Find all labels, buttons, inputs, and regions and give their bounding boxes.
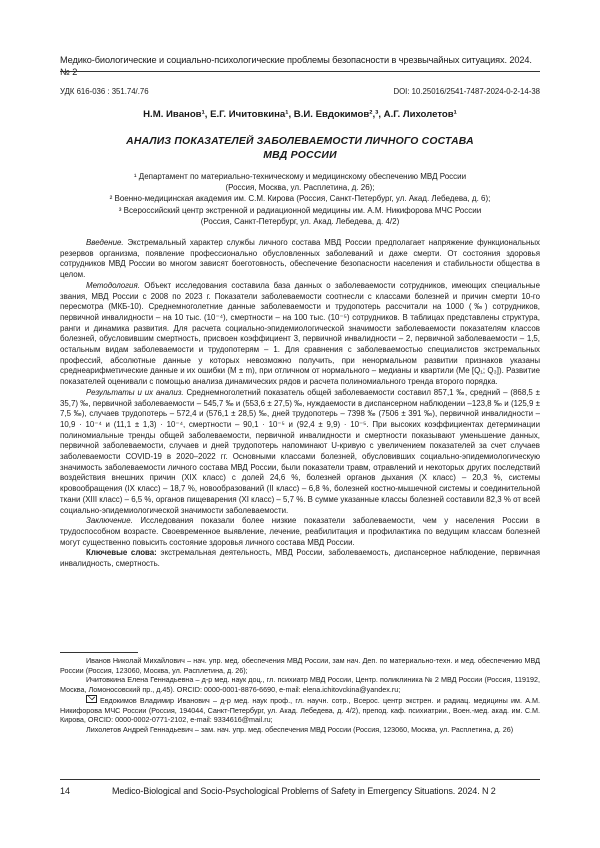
abstract-conclusion xyxy=(60,516,540,548)
affiliation-1: ¹ Департамент по материально-техническому и медицинскому обеспечению МВД России xyxy=(133,172,467,181)
introduction-label: Введение. xyxy=(86,238,124,247)
author-note-evdokimov-text: Евдокимов Владимир Иванович – д-р мед. наук проф., гл. научн. сотр., Всерос. центр экстрен. и радиац. медицины им. А.М. Никифорова МЧС России (Россия, 194044, Санкт-Петербург, ул. Акад. Лебедева, д. 4/2), препод. каф. психиатрии., Воен.-мед. акад. им. С.М. Кирова, ORCID: 0000-0002-0771-2102, e-mail: 9334616@mail.ru; xyxy=(60,695,540,725)
author-notes xyxy=(60,656,540,735)
article-title xyxy=(60,135,540,163)
doi[interactable]: DOI: 10.25016/2541-7487-2024-0-2-14-38 xyxy=(393,87,540,96)
author-note-ivanov: Иванов Николай Михайлович – нач. упр. мед. обеспечения МВД России, зам нач. Деп. по материально-техн. и мед. обеспечению МВД России (Россия, 123060, Москва, ул. Расплетина, д. 26); xyxy=(60,656,540,675)
header-rule xyxy=(60,71,540,72)
conclusion-text: Исследования показали более низкие показатели заболеваемости, чем у населения России в трудоспособном возрасте. Своевременное выявление, лечение, реабилитация и профилактика по ведущим классам болезней могут существенно повысить состояние здоровья личного состава МВД России. xyxy=(60,516,540,547)
keywords-label: Ключевые слова: xyxy=(86,548,157,558)
udk-code: УДК 616-036 : 351.74/.76 xyxy=(60,87,149,96)
footnote-rule xyxy=(60,652,138,653)
envelope-icon xyxy=(86,695,97,703)
results-label: Результаты и их анализ. xyxy=(86,387,184,397)
introduction-text: Экстремальный характер службы личного состава МВД России предполагает напряжение функциональных резервов организма, появление профессионально обусловленных заболеваний и даже смерти. От состояния здоровья сотрудников МВД России во многом зависят боеготовность, обеспечение безопасности населения и стабильности общества в целом. xyxy=(60,238,540,280)
abstract-keywords xyxy=(60,548,540,569)
running-header: Медико-биологические и социально-психологические проблемы безопасности в чрезвычайных ситуациях. 2024. № 2 xyxy=(60,55,532,77)
affiliation-3: ³ Всероссийский центр экстренной и радиационной медицины им. А.М. Никифорова МЧС России xyxy=(118,205,482,215)
author-list: Н.М. Иванов¹, Е.Г. Ичитовкина¹, В.И. Евдокимов²,³, А.Г. Лихолетов¹ xyxy=(143,109,457,120)
footer-journal-title: Medico-Biological and Socio-Psychological Problems of Safety in Emergency Situations. 2024. N 2 xyxy=(112,786,496,796)
title-line-2: МВД РОССИИ xyxy=(263,150,337,161)
author-note-ichitovkina: Ичитовкина Елена Геннадьевна – д-р мед. наук доц., гл. психиатр МВД России, Центр. поликлиника № 2 МВД России (Россия, 119192, Москва, Ломоносовский пр., д.45). ORCID: 0000-0001-8876-6690, e-mail: elena.ichitovckina@yandex.ru; xyxy=(60,675,540,695)
abstract xyxy=(60,238,540,570)
abstract-introduction xyxy=(60,238,540,281)
affiliation-2: ² Военно-медицинская академия им. С.М. Кирова (Россия, Санкт-Петербург, ул. Акад. Лебедева, д. 6); xyxy=(109,194,491,204)
methods-label: Методология. xyxy=(86,280,140,290)
affiliation-3-address: (Россия, Санкт-Петербург, ул. Акад. Лебедева, д. 4/2) xyxy=(200,216,400,226)
affiliations xyxy=(60,171,540,227)
affiliation-1-address: (Россия, Москва, ул. Расплетина, д. 26); xyxy=(225,183,375,193)
methods-text: Объект исследования составила база данных о заболеваемости сотрудников, имеющих специальные звания, МВД России с 2008 по 2023 г. Показатели заболеваемости соотнесли с классами болезней и причин смерти 10-го пересмотра (МКБ-10). Среднемноголетние данные заболеваемости и трудопотерь рассчитали на 1000 (‰) сотрудников, первичной инвалидности – на 10 тыс. (10⁻⁴), смертности – на 100 тыс. (10⁻⁵) сотрудников. В таблицах представлены структура, ранги и динамика развития. Для расчета социально-эпидемиологической значимости заболеваемости показателям классов болезней, обусловившим смертность, присвоен коэффициент 3, первичной инвалидности – 2, первичной заболеваемости – 1,5, остальным видам заболеваемости и трудопотерям – 1. Для сравнения с заболеваемостью специалистов экстремальных профессий, абсолютные данные у которых невозможно получить, при ненормальном развитии признаков указаны среднеарифметические данные и их ошибки (M ± m), при отличном от нормального – медианы и квартили (Me [Q₁; Q₃]). Развитие показателей оценивали с помощью анализа динамических рядов и расчета полиномиального тренда второго порядка. xyxy=(60,280,540,387)
conclusion-label: Заключение. xyxy=(86,516,133,526)
footer-rule xyxy=(60,779,540,780)
author-note-evdokimov xyxy=(60,695,540,725)
page-number: 14 xyxy=(60,786,71,796)
title-line-1: АНАЛИЗ ПОКАЗАТЕЛЕЙ ЗАБОЛЕВАЕМОСТИ ЛИЧНОГО СОСТАВА xyxy=(126,136,474,147)
results-text: Среднемноголетний показатель общей заболеваемости составил 857,1 ‰, средний – (868,5 ± 35,7) ‰, первичной заболеваемости – 545,7 ‰ и (553,6 ± 27,5) ‰, нуждаемости в диспансерном наблюдении –123,8 ‰ и (125,9 ± 7,5 ‰), случаев трудопотерь – 572,4 и (576,1 ± 28,5) ‰, дней трудопотерь – 7398 ‰ (7506 ± 391 ‰), первичной инвалидности – 10,9 · 10⁻⁴ и (11,1 ± 1,3) · 10⁻⁴, смертности – 90,1 · 10⁻⁵ и (92,4 ± 9,9) · 10⁻⁵. При высоких коэффициентах детерминации полиномиальные тренды общей заболеваемости, первичной инвалидности и смертности показывают уменьшение данных, первичной заболеваемости, случаев и дней трудопотерь напоминают U-кривую с увеличением показателей за счет случаев заболеваемости COVID-19 в 2020–2022 гг. Основными классами болезней, обусловивших социально-эпидемиологическую значимость заболеваемости личного состава МВД России, были показатели травм, отравлений и некоторых других последствий воздействия внешних причин (XIX класс) с долей 24,6 %, болезней органов дыхания (X класс) – 20,3 %, системы кровообращения (IX класс) – 18,7 %, новообразований (II класс) – 6,8 %, болезней костно-мышечной системы и соединительной ткани (XIII класс) – 6,5 %, органов пищеварения (XI класс) – 5,7 %. В сумме указанные классы болезней составили 82,3 % от всей социально-эпидемиологической значимости заболеваемости. xyxy=(60,387,540,515)
abstract-methods xyxy=(60,281,540,388)
abstract-results xyxy=(60,388,540,516)
author-note-liholetov: Лихолетов Андрей Геннадьевич – зам. нач. упр. мед. обеспечения МВД России (Россия, 123060, Москва, ул. Расплетина, д. 26) xyxy=(86,724,514,734)
keywords-text: экстремальная деятельность, МВД России, заболеваемость, диспансерное наблюдение, первичная инвалидность, смертность. xyxy=(60,548,540,569)
